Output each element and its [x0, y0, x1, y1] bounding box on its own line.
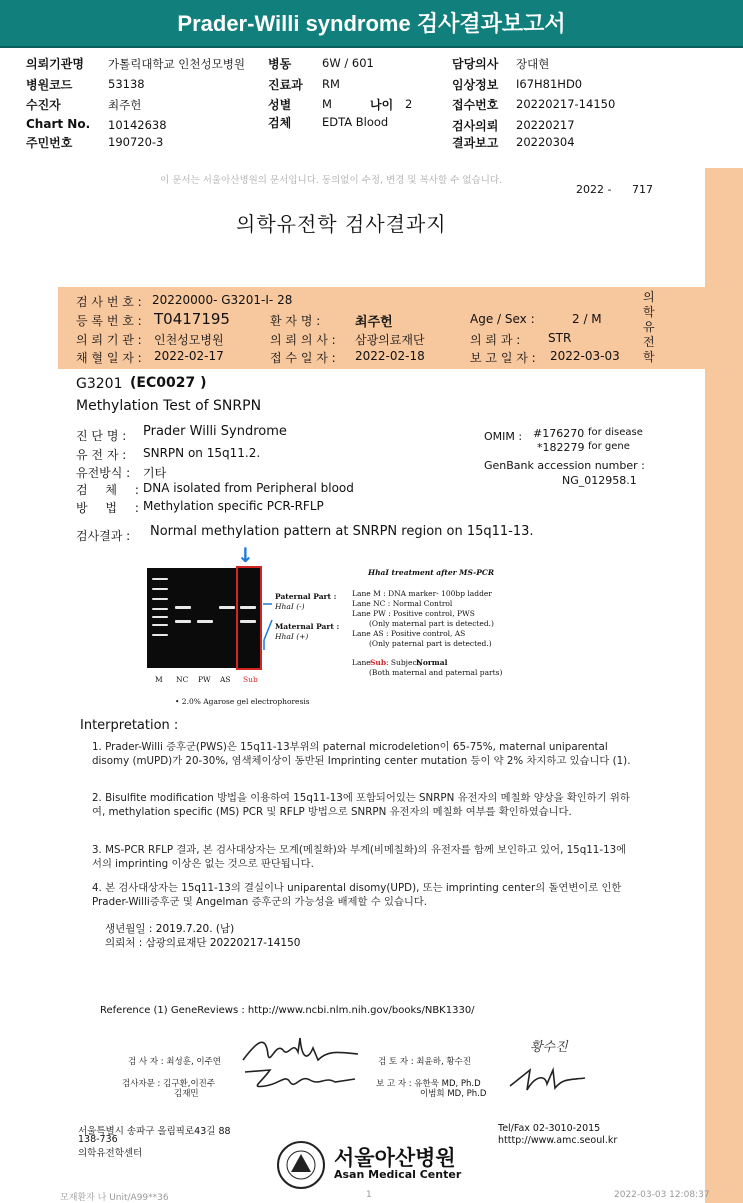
header-value: RM [322, 77, 340, 91]
legend-line: (Only paternal part is detected.) [369, 639, 492, 648]
gene-value: SNRPN on 15q11.2. [143, 446, 261, 460]
doctor-label: 의 뢰 의 사 : [270, 333, 336, 347]
interpretation-paragraph: 3. MS-PCR RFLP 결과, 본 검사대상자는 모계(메칠화)와 부계(비메칠화)의 유전자를 함께 보인하고 있어, 15q11-13에서의 imprinting 이상은 없는 것으로 판단됩니다. [92, 844, 627, 870]
figure-caption: • 2.0% Agarose gel electrophoresis [175, 697, 310, 706]
legend-sub-label: Sub [370, 658, 387, 667]
omim-gene: *182279 [537, 441, 585, 454]
header-label: 임상정보 [452, 78, 499, 92]
diagnosis-value: Prader Willi Syndrome [143, 424, 287, 439]
reporter-2: 이범희 MD, Ph.D [420, 1089, 487, 1099]
test-no-label: 검 사 번 호 : [76, 295, 142, 309]
header-label: 검체 [268, 116, 292, 130]
bracket-arrows [262, 590, 276, 660]
test-name: Methylation Test of SNRPN [76, 398, 262, 414]
reference: Reference (1) GeneReviews : http://www.ncbi.nlm.nih.gov/books/NBK1330/ [100, 1005, 475, 1016]
subject-lane-highlight [236, 566, 262, 670]
address-line: 의학유전학센터 [78, 1148, 143, 1159]
collect-date-value: 2022-02-17 [154, 349, 224, 363]
specimen-label: 검 체 : [76, 483, 139, 497]
legend-sub-subject: : Subject, [386, 658, 423, 667]
referrer: 의뢰처 : 삼광의료재단 20220217-14150 [105, 937, 301, 949]
specimen-value: DNA isolated from Peripheral blood [143, 481, 354, 495]
header-label: 접수번호 [452, 98, 499, 112]
gel-band [152, 598, 168, 600]
header-value: 20220217-14150 [516, 97, 616, 111]
header-value: EDTA Blood [322, 115, 389, 129]
result-value: Normal methylation pattern at SNRPN region on 15q11-13. [150, 524, 534, 539]
collect-date-label: 채 혈 일 자 : [76, 351, 142, 365]
interpretation-heading: Interpretation : [80, 718, 179, 733]
method-value: Methylation specific PCR-RFLP [143, 499, 324, 513]
header-label: 검사의뢰 [452, 119, 499, 133]
checker: 검 토 자 : 최윤하, 황수진 [378, 1057, 471, 1067]
header-value: 2 [405, 97, 413, 111]
header-value: 20220304 [516, 135, 575, 149]
header-label: 주민번호 [26, 136, 73, 150]
legend-sub-note: (Both maternal and paternal parts) [369, 668, 503, 677]
gel-band [197, 620, 213, 623]
lane-label: Sub [243, 675, 258, 684]
birth-date: 생년월일 : 2019.7.20. (남) [105, 923, 235, 935]
gel-band [175, 620, 191, 623]
patient-value: 최주헌 [355, 315, 393, 330]
gel-band [219, 606, 235, 609]
gel-band [152, 608, 168, 610]
legend-title: HhaI treatment after MS-PCR [368, 568, 495, 577]
age-sex-value: 2 / M [572, 312, 602, 326]
method-label: 방 법 : [76, 501, 139, 515]
handwritten-name: 황수진 [530, 1040, 568, 1055]
reporter: 보 고 자 : 유한욱 MD, Ph.D [376, 1079, 481, 1089]
patient-label: 환 자 명 : [270, 314, 321, 328]
gel-band [175, 606, 191, 609]
paternal-hhai: HhaI (-) [275, 602, 305, 611]
header-label: 결과보고 [452, 136, 499, 150]
lane-label: PW [198, 675, 211, 684]
header-value: 190720-3 [108, 135, 164, 149]
maternal-hhai: HhaI (+) [275, 632, 309, 641]
header-label: 성별 [268, 98, 292, 112]
header-value: 20220217 [516, 118, 575, 132]
header-label: Chart No. [26, 117, 91, 131]
header-value: 53138 [108, 77, 145, 91]
side-label: 의학유전학 [643, 290, 655, 364]
legend-line: Lane M : DNA marker- 100bp ladder [352, 589, 492, 598]
test-no-value: 20220000- G3201-I- 28 [152, 293, 293, 307]
omim-label: OMIM : [484, 430, 523, 443]
test-code-ec: (EC0027 ) [130, 375, 207, 391]
header-value: 10142638 [108, 118, 167, 132]
gel-band [152, 616, 168, 618]
header-value: I67H81HD0 [516, 77, 583, 91]
lane-label: M [155, 675, 163, 684]
page-number: 1 [366, 1190, 372, 1200]
omim-disease-note: for disease [588, 427, 643, 438]
gel-band [152, 624, 168, 626]
asan-seal-logo [276, 1140, 326, 1190]
institution-label: 의 뢰 기 관 : [76, 333, 142, 347]
report-banner: Prader-Willi syndrome 검사결과보고서 [0, 0, 743, 48]
signature-3 [505, 1064, 590, 1094]
header-value: 장대현 [516, 57, 550, 71]
age-sex-label: Age / Sex : [470, 312, 535, 326]
doc-number: 717 [632, 183, 653, 196]
omim-gene-note: for gene [588, 441, 630, 452]
result-label: 검사결과 : [76, 529, 131, 543]
doc-title: 의학유전학 검사결과지 [236, 212, 447, 236]
header-value: 6W / 601 [322, 56, 374, 70]
header-value: 최주헌 [108, 98, 142, 112]
header-label: 의뢰기관명 [26, 57, 84, 71]
address-line: 서울특별시 송파구 올림픽로43길 88 [78, 1126, 231, 1137]
interpretation-paragraph: 2. Bisulfite modification 방법을 이용하여 15q11-13에 포함되어있는 SNRPN 유전자의 메칠화 양상을 확인하기 위하여, methylation specific (MS) PCR 및 RFLP 방법으로 SNRPN 유전자의 메칠화 여부를 확인하였습니다. [92, 792, 630, 818]
advisor-2: 김재민 [174, 1089, 199, 1099]
scan-margin-strip [705, 168, 743, 1203]
gene-label: 유 전 자 : [76, 448, 127, 462]
dept-label: 의 뢰 과 : [470, 333, 521, 347]
interpretation-paragraph: 1. Prader-Willi 증후군(PWS)은 15q11-13부위의 paternal microdeletion이 65-75%, maternal uniparental disomy (mUPD)가 20-30%, 염색체이상이 동반된 Imprinting center mutation 등이 약 2% 차지하고 있습니다 (1). [92, 741, 631, 767]
tester: 검 사 자 : 최성훈, 이주연 [128, 1057, 221, 1067]
watermark-notice: 이 문서는 서울아산병원의 문서입니다. 동의없이 수정, 변경 및 복사할 수 없습니다. [160, 175, 503, 186]
legend-sub-normal: Normal [416, 658, 448, 667]
header-label: 나이 [370, 98, 394, 112]
header-label: 진료과 [268, 78, 303, 92]
header-label: 병원코드 [26, 78, 73, 92]
test-code: G3201 [76, 376, 123, 392]
legend-line: Lane AS : Positive control, AS [352, 629, 466, 638]
doctor-value: 삼광의료재단 [355, 333, 425, 347]
interpretation-paragraph: 4. 본 검사대상자는 15q11-13의 결실이나 uniparental disomy(UPD), 또는 imprinting center의 돌연변이로 인한 Prader-Willi증후군 및 Angelman 증후군의 가능성을 배제할 수 있습니다. [92, 882, 622, 908]
legend-line: Lane NC : Normal Control [352, 599, 453, 608]
dept-value: STR [548, 331, 572, 345]
maternal-label: Maternal Part : [275, 622, 340, 631]
paternal-label: Paternal Part : [275, 592, 337, 601]
receive-date-label: 접 수 일 자 : [270, 351, 336, 365]
reg-no-label: 등 록 번 호 : [76, 314, 142, 328]
website: htttp://www.amc.seoul.kr [498, 1135, 618, 1146]
signature-2 [240, 1064, 360, 1094]
lane-label: AS [220, 675, 231, 684]
inheritance-label: 유전방식 : [76, 466, 131, 480]
doc-year: 2022 - [576, 183, 612, 196]
genbank-label: GenBank accession number : [484, 459, 645, 472]
legend-line: (Only maternal part is detected.) [369, 619, 494, 628]
report-date-value: 2022-03-03 [550, 349, 620, 363]
genbank-value: NG_012958.1 [562, 474, 637, 487]
legend-line: Lane PW : Positive control, PWS [352, 609, 475, 618]
header-value: 가톨릭대학교 인천성모병원 [108, 57, 245, 71]
header-label: 담당의사 [452, 57, 499, 71]
address-line: 138-736 [78, 1134, 118, 1145]
gel-band [152, 634, 168, 636]
header-value: M [322, 97, 332, 111]
hospital-name-en: Asan Medical Center [334, 1168, 462, 1181]
header-label: 수진자 [26, 98, 61, 112]
inheritance-value: 기타 [143, 466, 167, 480]
reg-no-value: T0417195 [154, 310, 230, 328]
header-label: 병동 [268, 57, 292, 71]
advisor: 검사자문 : 김구환,이진주 [122, 1079, 216, 1089]
lane-label: NC [176, 675, 189, 684]
gel-band [152, 578, 168, 580]
hospital-name-ko: 서울아산병원 [334, 1146, 456, 1170]
institution-value: 인천성모병원 [154, 333, 224, 347]
report-date-label: 보 고 일 자 : [470, 351, 536, 365]
legend-sub-lane: Lane [352, 658, 371, 667]
tel-fax: Tel/Fax 02-3010-2015 [498, 1123, 601, 1134]
footer-unit: 모재환자 나 Unit/A99**36 [60, 1193, 169, 1203]
gel-band [152, 588, 168, 590]
diagnosis-label: 진 단 명 : [76, 429, 127, 443]
print-timestamp: 2022-03-03 12:08:37 [614, 1190, 710, 1200]
arrow-down-icon: ↓ [237, 543, 254, 567]
receive-date-value: 2022-02-18 [355, 349, 425, 363]
omim-disease: #176270 [533, 427, 585, 440]
